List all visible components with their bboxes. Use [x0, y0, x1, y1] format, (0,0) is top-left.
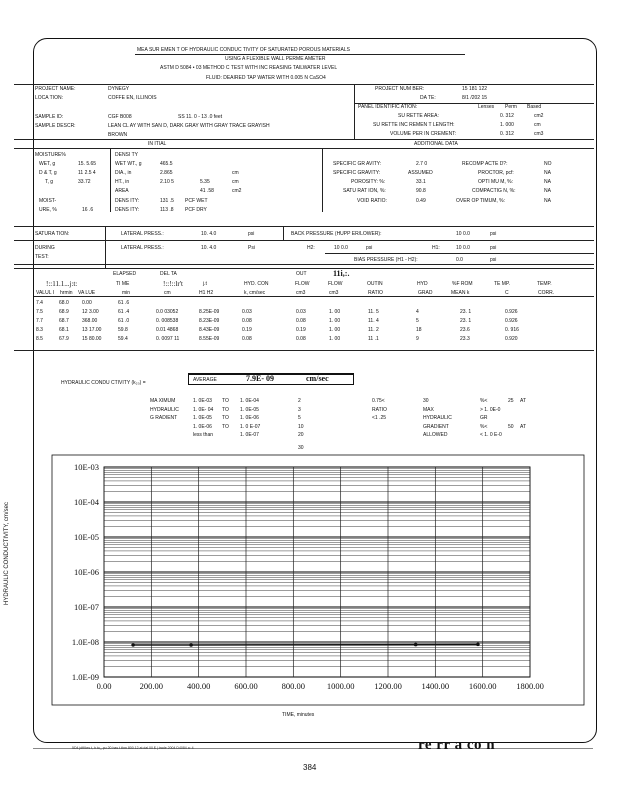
th-r3-c10: GRAD [418, 290, 433, 296]
area-label: AREA [115, 188, 129, 194]
th-out: OUT [296, 271, 307, 277]
x-tick-label: 400.00 [186, 681, 211, 691]
table-cell: 7.7 [36, 318, 43, 324]
table-cell: 15 80.00 [82, 336, 102, 342]
during-label: DURING [35, 245, 55, 251]
x-tick-label: 1600.00 [468, 681, 497, 691]
burette-len-unit: cm [534, 122, 541, 128]
criteria-cell: 0.75< [372, 398, 385, 404]
title-line-3: ASTM D 5084 • 03 METHOD C TEST WITH INC REASING TAILWATER LEVEL [160, 65, 338, 71]
table-cell: 0.01 4868 [156, 327, 179, 333]
table-cell: 61 .4 [118, 309, 130, 315]
criteria-cell: RATIO [372, 406, 387, 413]
table-cell: 61 .0 [118, 318, 130, 324]
dens-wet-label: DENS ITY: [115, 198, 140, 204]
wet-label: WET, g [39, 161, 56, 167]
lat2-label: LATERAL PRESS.: [121, 245, 164, 251]
table-cell: 12 3.00 [82, 309, 99, 315]
area-unit: cm2 [232, 188, 242, 194]
sg-value: 2.7 0 [416, 161, 428, 167]
criteria-cell: TO [222, 398, 229, 404]
saturation-label: SATURA TION: [35, 231, 70, 237]
x-tick-label: 1000.00 [326, 681, 355, 691]
table-cell: 23. 1 [460, 318, 472, 324]
table-cell: 7.4 [36, 300, 43, 306]
table-cell: 8.5 [36, 336, 43, 342]
table-cell: 0.00 [82, 300, 92, 306]
table-cell: 0.926 [505, 309, 518, 315]
x-tick-label: 200.00 [139, 681, 164, 691]
th-r3-c4: cm [164, 290, 171, 296]
th-delta: DEL TA [160, 271, 177, 277]
sample-id: CGF B008 [108, 114, 132, 120]
x-tick-label: 0.00 [96, 681, 112, 691]
criteria-cell: 1. 0E-06 [193, 423, 212, 430]
h1-value: 10 0.0 [456, 245, 470, 251]
footer-small-text: 5D4 jdfKtes t, h to_ pu 20 has t thm 800 12 at dal 00 $ | trade 2004 D4084 a: 4 [72, 746, 194, 750]
criteria-cell: 50 [508, 423, 514, 430]
data-point [189, 643, 193, 647]
criteria-cell: 2 [298, 398, 301, 404]
x-tick-label: 1800.00 [516, 681, 544, 691]
table-cell: 8.55E-09 [199, 336, 220, 342]
criteria-cell: %< [480, 423, 488, 430]
y-tick-label: 10E-07 [73, 602, 99, 612]
table-cell: 7.5 [36, 309, 43, 315]
th-r3-c1: hrmin [60, 290, 73, 296]
x-tick-label: 1400.00 [421, 681, 450, 691]
table-cell: 0.03 [242, 309, 252, 315]
criteria-cell: < 1. 0 E-0 [480, 432, 502, 438]
dens-dry-label: DENS ITY: [115, 207, 140, 213]
table-cell: 59.8 [118, 327, 128, 333]
recomp-value: NO [544, 161, 552, 167]
over-label: OVER OP TIMUM, %: [456, 198, 505, 204]
sg-assumed-label: SPECIFIC GRAVITY: [333, 170, 381, 176]
over-value: NA [544, 198, 551, 204]
dia-label: DIA., in [115, 170, 132, 176]
y-tick-label: 10E-06 [73, 567, 99, 577]
th-r3-c2: VA LUE [78, 290, 96, 296]
criteria-cell: less than [193, 432, 214, 438]
data-point [131, 643, 135, 647]
th-r2-c5: FLOW [295, 281, 310, 287]
series-line [133, 644, 478, 645]
table-cell: 8.23E-09 [199, 318, 220, 324]
sample-depth: SS 11. 0 - 13 .0 feet [178, 114, 223, 120]
criteria-cell: AT [520, 398, 527, 404]
criteria-cell: HYDRAULIC [150, 406, 179, 413]
th-r2-c10: TE MP. [494, 281, 511, 287]
criteria-cell: AT [520, 423, 527, 430]
density-label: DENSI TY [115, 152, 138, 158]
satu-label: SATU RAT ION, %: [343, 188, 386, 194]
initial-header: IN ITIAL [148, 141, 167, 147]
wet-wt-value: 465.5 [160, 161, 173, 167]
lat2-value: 10. 4.0 [201, 245, 217, 251]
table-cell: 0.03 [296, 309, 306, 315]
location-label: LOCA TION: [35, 95, 63, 101]
proctor-label: PROCTOR, pcf: [478, 170, 514, 176]
table-cell: 23.3 [460, 336, 470, 342]
criteria-cell: 1. 0E- 04 [193, 406, 214, 413]
th-elapsed: ELAPSED [113, 271, 137, 277]
lat1-unit: psi [248, 231, 255, 237]
dia-unit: cm [232, 170, 239, 176]
criteria-cell: 5 [298, 415, 301, 421]
bias-value: 0.0 [456, 257, 463, 263]
tare-label: T, g [45, 179, 54, 185]
date: 8/1 /202 15 [462, 95, 488, 101]
table-cell: 5 [416, 318, 419, 324]
x-tick-label: 1200.00 [374, 681, 402, 691]
table-cell: 0. 008538 [156, 318, 179, 324]
table-cell: 8.25E-09 [199, 309, 220, 315]
ht-value-2: 5.35 [200, 179, 210, 185]
h1-unit: psi [490, 245, 497, 251]
dry-value: 11 2.5 4 [78, 170, 96, 176]
criteria-cell: TO [222, 415, 229, 421]
criteria-extra: 30 [298, 445, 304, 451]
criteria-cell: 10 [298, 423, 304, 430]
wet-wt-label: WET WT., g [115, 161, 142, 167]
porosity-label: POROSITY: %: [351, 179, 386, 185]
table-cell: 368.00 [82, 318, 98, 324]
criteria-cell: TO [222, 423, 229, 430]
ure-value: 16 .6 [82, 207, 94, 213]
test-label: TEST: [35, 254, 49, 260]
table-cell: 0.920 [505, 336, 518, 342]
sample-desc-label: SAMPLE DESCR: [35, 123, 76, 129]
void-value: 0.49 [416, 198, 426, 204]
burette-area-label: SU RETTE AREA: [398, 113, 439, 119]
y-tick-label: 10E-05 [73, 532, 99, 542]
criteria-cell: MA XIMUM [150, 398, 176, 404]
table-cell: 68.1 [59, 327, 69, 333]
h2-unit: psi [366, 245, 373, 251]
criteria-cell: TO [222, 406, 229, 413]
y-axis-label: HYDRAULIC CONDUCTIVITY, cm/sec [4, 502, 10, 605]
th-r3-c13: CORR. [538, 290, 555, 296]
criteria-cell: GRADIENT [423, 423, 449, 430]
th-top-right: 11i,:. [333, 269, 350, 278]
avg-unit: cm/sec [306, 374, 329, 383]
panel-col-lenses: Lenses [478, 104, 495, 110]
dens-wet-unit: PCF WET [185, 198, 208, 204]
table-cell: 0.19 [242, 327, 252, 333]
criteria-cell: GR [480, 415, 488, 421]
th-r3-c11: MEAN k [451, 290, 470, 296]
avg-label: AVERAGE [193, 377, 217, 383]
criteria-cell: 1. 0E-04 [240, 398, 259, 404]
x-tick-label: 800.00 [281, 681, 306, 691]
title-line-2: USING A FLEXIBLE WALL PERME AMETER [225, 56, 326, 62]
back-label: BACK PRESSURE (HUPP ER/LOWER): [291, 231, 382, 237]
criteria-cell: 30 [423, 398, 429, 404]
sg-label: SPECIFIC GR AVITY: [333, 161, 382, 167]
th-r3-c9: RATIO [368, 290, 383, 296]
th-r3-c12: C [505, 290, 509, 296]
th-r2-c8: HYD [417, 281, 428, 287]
th-r3-c7: cm3 [296, 290, 306, 296]
h2-value: 10 0.0 [334, 245, 348, 251]
h2-label: H2: [307, 245, 315, 251]
table-cell: 0.926 [505, 318, 518, 324]
opti-label: OPTI MU M, %: [478, 179, 513, 185]
th-r2-c11: TEMP. [537, 281, 552, 287]
table-cell: 61 .6 [118, 300, 130, 306]
wet-value: 15. 5.65 [78, 161, 97, 167]
th-r3-c8: cm3 [329, 290, 339, 296]
table-cell: 68.0 [59, 300, 69, 306]
table-cell: 11. 2 [368, 327, 379, 333]
th-r2-c2: !::!::lr't [163, 280, 183, 288]
table-cell: 8.43E-09 [199, 327, 220, 333]
project-name: DYNEGY [108, 86, 130, 92]
project-number: 15 181 122 [462, 86, 488, 92]
table-cell: 8.3 [36, 327, 43, 333]
table-cell: 11. 4 [368, 318, 379, 324]
criteria-cell: 1. 0E-03 [193, 398, 212, 404]
compact-label: COMPACTIG N, %: [472, 188, 516, 194]
table-cell: 1. 00 [329, 336, 341, 342]
dens-dry-value: 113 .8 [160, 207, 174, 213]
burette-area: 0. 312 [500, 113, 514, 119]
sample-desc-2: BROWN [108, 132, 128, 138]
criteria-cell: HYDRAULIC [423, 415, 452, 421]
criteria-cell: MAX [423, 406, 434, 413]
satu-value: 90.8 [416, 188, 426, 194]
table-cell: 0. 0097 11 [156, 336, 180, 342]
table-cell: 9 [416, 336, 419, 342]
th-r2-c1: TI ME [116, 281, 130, 287]
criteria-cell: 25 [508, 398, 514, 404]
criteria-cell: G RADIENT [150, 415, 178, 421]
criteria-cell: 20 [298, 432, 304, 438]
table-cell: 1. 00 [329, 309, 341, 315]
y-tick-label: 1.0E-08 [71, 637, 99, 647]
table-cell: 68.9 [59, 309, 69, 315]
criteria-cell: 1. 0E-06 [240, 415, 259, 421]
ht-value: 2.10 5 [160, 179, 174, 185]
th-r2-c3: j.t [203, 281, 207, 287]
date-label: DA TE: [420, 95, 436, 101]
table-cell: 1. 00 [329, 327, 341, 333]
avg-value: 7.9E- 09 [246, 374, 274, 383]
th-r2-c6: FLOW [328, 281, 343, 287]
project-number-label: PROJECT NUM BER: [375, 86, 425, 92]
x-axis-label: TIME, minutes [282, 712, 315, 718]
dens-dry-unit: PCF DRY [185, 207, 207, 213]
ht-unit: cm [232, 179, 239, 185]
recomp-label: RECOMP ACTE D?: [462, 161, 508, 167]
page-number: 384 [303, 763, 317, 772]
criteria-cell: 1. 0E-05 [240, 406, 259, 413]
table-cell: 13 17.00 [82, 327, 102, 333]
y-tick-label: 1.0E-09 [71, 672, 99, 682]
criteria-cell: > 1. 0E-0 [480, 406, 501, 413]
back-value: 10 0.0 [456, 231, 470, 237]
dry-label: D & T, g [39, 170, 57, 176]
table-cell: 0. 916 [505, 327, 519, 333]
table-cell: 0.08 [296, 336, 306, 342]
burette-len: 1. 000 [500, 122, 514, 128]
burette-len-label: SU RETTE INC REMEN T LENGTH: [373, 122, 455, 128]
table-cell: 0.0 03052 [156, 309, 179, 315]
criteria-cell: 1. 0E-05 [193, 415, 212, 421]
table-cell: 23. 1 [460, 309, 472, 315]
lat1-label: LATERAL PRESS.: [121, 231, 164, 237]
dia-value: 2.865 [160, 170, 173, 176]
void-label: VOID RATIO: [357, 198, 387, 204]
bias-unit: psi [490, 257, 497, 263]
ure-label: URE, % [39, 207, 57, 213]
tare-value: 33.72 [78, 179, 91, 185]
area-value: 41 .58 [200, 188, 214, 194]
burette-area-unit: cm2 [534, 113, 544, 119]
table-cell: 0.08 [296, 318, 306, 324]
criteria-cell: 1. 0 E-07 [240, 423, 261, 430]
project-name-label: PROJECT NAME: [35, 86, 76, 92]
h1-label: H1: [432, 245, 440, 251]
moist-label: MOIST- [39, 198, 57, 204]
th-r3-c6: k, cm/sec [244, 290, 266, 296]
ht-label: HT., in [115, 179, 130, 185]
th-r3-c3: min [122, 290, 131, 296]
footer-brand: re rr a co n [418, 737, 496, 753]
th-r3-c5: H1 H2 [199, 290, 214, 296]
criteria-cell: 1. 0E-07 [240, 432, 259, 438]
table-cell: 18 [416, 327, 422, 333]
lat2-unit: Psi [248, 245, 255, 251]
back-unit: psi [490, 231, 497, 237]
th-r2-c0: !::11.1...j:t: [46, 280, 78, 288]
hc-label: HYDRAULIC CONDU CTIVITY (k₂₀) = [61, 380, 146, 386]
moisture-label: MOISTURE% [35, 152, 66, 158]
volume-unit: cm3 [534, 131, 544, 137]
table-cell: 0.08 [242, 318, 252, 324]
table-cell: 11 .1 [368, 336, 379, 342]
table-cell: 4 [416, 309, 419, 315]
x-tick-label: 600.00 [234, 681, 258, 691]
dens-wet-value: 131 .5 [160, 198, 174, 204]
panel-col-based: Based [527, 104, 542, 110]
table-cell: 67.9 [59, 336, 69, 342]
bias-label: BIAS PRESSURE (H1 - H2): [354, 257, 418, 263]
additional-header: ADDITIONAL DATA [414, 141, 458, 147]
th-r2-c7: OUTIN [367, 281, 383, 287]
criteria-cell: 3 [298, 406, 301, 413]
table-cell: 68.7 [59, 318, 69, 324]
sample-id-label: SAMPLE ID: [35, 114, 64, 120]
compact-value: NA [544, 188, 551, 194]
table-cell: 11. 5 [368, 309, 379, 315]
sg-assumed: ASSUMED [408, 170, 433, 176]
th-r2-c4: HYD. CON [244, 281, 269, 287]
location: COFFE EN, ILLINOIS [108, 95, 157, 101]
table-cell: 59.4 [118, 336, 128, 342]
criteria-cell: %< [480, 398, 488, 404]
data-point [414, 643, 418, 647]
proctor-value: NA [544, 170, 551, 176]
porosity-value: 33.1 [416, 179, 426, 185]
table-cell: 0.08 [242, 336, 252, 342]
volume: 0. 312 [500, 131, 514, 137]
volume-label: VOLUME PER IN CREMENT: [390, 131, 457, 137]
sample-desc: LEAN CL AY WITH SAN D, DARK GRAY WITH GRAY TRACE GRAYISH [108, 123, 270, 129]
criteria-cell: <1 .25 [372, 415, 387, 421]
y-tick-label: 10E-03 [73, 462, 99, 472]
y-tick-label: 10E-04 [73, 497, 99, 507]
title-line-1: MEA SUR EMEN T OF HYDRAULIC CONDUC TIVITY OF SATURATED POROUS MATERIALS [137, 47, 350, 53]
table-cell: 0.19 [296, 327, 306, 333]
th-r2-c9: %F ROM [452, 281, 473, 287]
data-point [476, 643, 480, 647]
opti-value: NA [544, 179, 551, 185]
lat1-value: 10. 4.0 [201, 231, 217, 237]
table-cell: 23.6 [460, 327, 470, 333]
panel-col-perm: Perm [505, 104, 517, 110]
table-cell: 1. 00 [329, 318, 341, 324]
criteria-cell: ALLOWED [423, 432, 448, 438]
panel-id-label: PANEL IDENTIFIC ATION: [358, 104, 418, 110]
th-r3-c0: VALUL I [36, 290, 55, 296]
title-line-4: FLUID: DEAIRED TAP WATER WITH 0.005 N CaSO4 [206, 75, 326, 81]
